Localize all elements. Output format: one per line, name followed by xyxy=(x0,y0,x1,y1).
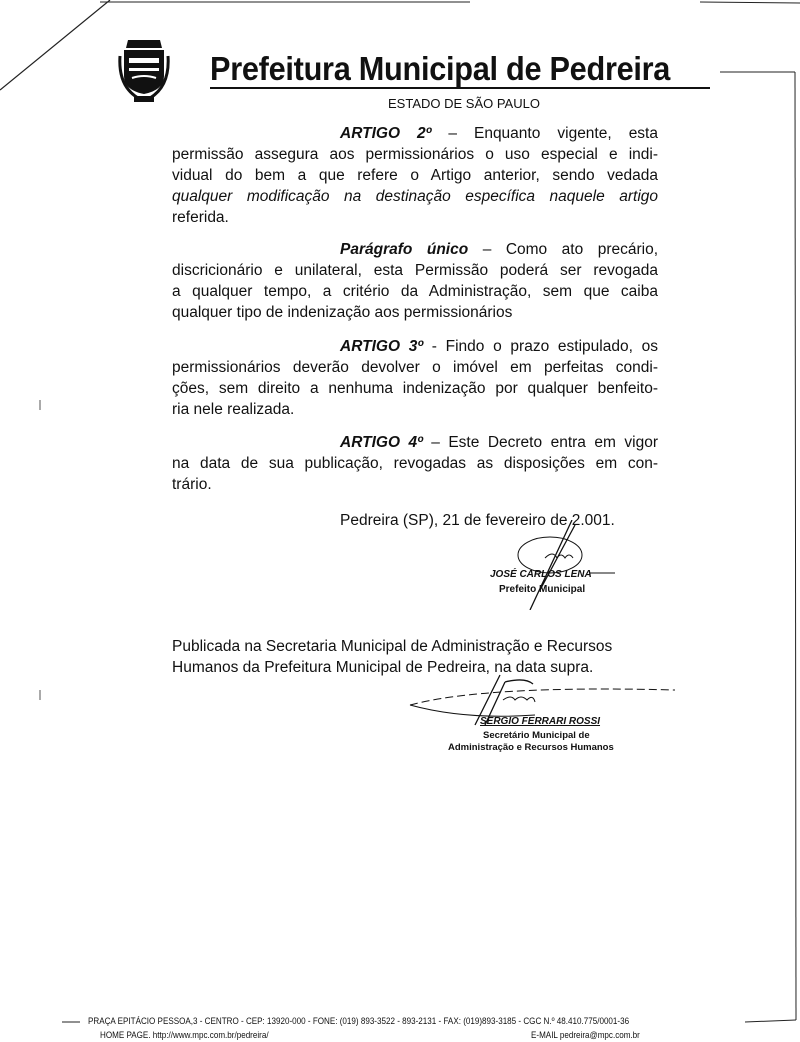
text: – Este Decreto entra em vigor xyxy=(422,434,658,451)
artigo-4-line-2: na data de sua publicação, revogadas as disposições em con- xyxy=(172,455,658,472)
artigo-3-line-4: ria nele realizada. xyxy=(172,401,295,418)
paragrafo-line-4: qualquer tipo de indenização aos permissionários xyxy=(172,304,513,321)
paragrafo-heading: Parágrafo único xyxy=(340,241,469,258)
mayor-signature xyxy=(500,520,620,610)
artigo-2-line-3: vidual do bem a que refere o Artigo anterior, sendo vedada xyxy=(172,167,658,184)
paragrafo-line-1 xyxy=(340,240,658,260)
page-title: Prefeitura Municipal de Pedreira xyxy=(210,50,671,87)
mayor-role: Prefeito Municipal xyxy=(499,584,586,595)
artigo-4-line-3: trário. xyxy=(172,476,212,493)
artigo-4-heading: ARTIGO 4º xyxy=(340,434,423,451)
secretary-role-2: Administração e Recursos Humanos xyxy=(448,742,614,753)
artigo-2-line-1 xyxy=(340,124,658,144)
date-line: Pedreira (SP), 21 de fevereiro de 2.001. xyxy=(340,512,615,529)
text: – Como ato precário, xyxy=(468,241,659,258)
text: – Enquanto vigente, esta xyxy=(431,125,658,142)
artigo-2-line-5: referida. xyxy=(172,209,229,226)
municipal-crest-logo xyxy=(118,36,170,104)
text: - Findo o prazo estipulado, os xyxy=(423,338,658,355)
artigo-2-line-4: qualquer modificação na destinação específica naquele artigo xyxy=(172,188,658,205)
artigo-3-line-2: permissionários deverão devolver o imóvel em perfeitas condi- xyxy=(172,359,658,376)
title-underline xyxy=(210,87,710,89)
footer-address: PRAÇA EPITÁCIO PESSOA,3 - CENTRO - CEP: 13920-000 - FONE: (019) 893-3522 - 893-2131 - FAX: (019)893-3185 - CGC N.º 48.410.775/0001-36 xyxy=(88,1016,630,1027)
artigo-3-line-3: ções, sem direito a nenhuma indenização por qualquer benfeito- xyxy=(172,380,658,397)
artigo-4-line-1 xyxy=(340,433,658,453)
footer-email: E-MAIL pedreira@mpc.com.br xyxy=(531,1030,640,1041)
artigo-3-heading: ARTIGO 3º xyxy=(340,338,423,355)
footer-homepage: HOME PAGE. http://www.mpc.com.br/pedreira/ xyxy=(100,1030,269,1041)
paragrafo-line-2: discricionário e unilateral, esta Permissão poderá ser revogada xyxy=(172,262,658,279)
artigo-3-line-1 xyxy=(340,337,658,357)
state-subtitle: ESTADO DE SÃO PAULO xyxy=(388,96,540,111)
artigo-2-heading: ARTIGO 2º xyxy=(340,125,432,142)
secretary-role-1: Secretário Municipal de xyxy=(483,730,590,741)
published-line-2: Humanos da Prefeitura Municipal de Pedreira, na data supra. xyxy=(172,659,594,676)
mayor-name: JOSÉ CARLOS LENA xyxy=(490,569,592,580)
secretary-name: SERGIO FERRARI ROSSI xyxy=(480,716,601,727)
paragrafo-line-3: a qualquer tempo, a critério da Administração, sem que caiba xyxy=(172,283,658,300)
artigo-2-line-2: permissão assegura aos permissionários o uso especial e indi- xyxy=(172,146,658,163)
published-line-1: Publicada na Secretaria Municipal de Administração e Recursos xyxy=(172,638,613,655)
